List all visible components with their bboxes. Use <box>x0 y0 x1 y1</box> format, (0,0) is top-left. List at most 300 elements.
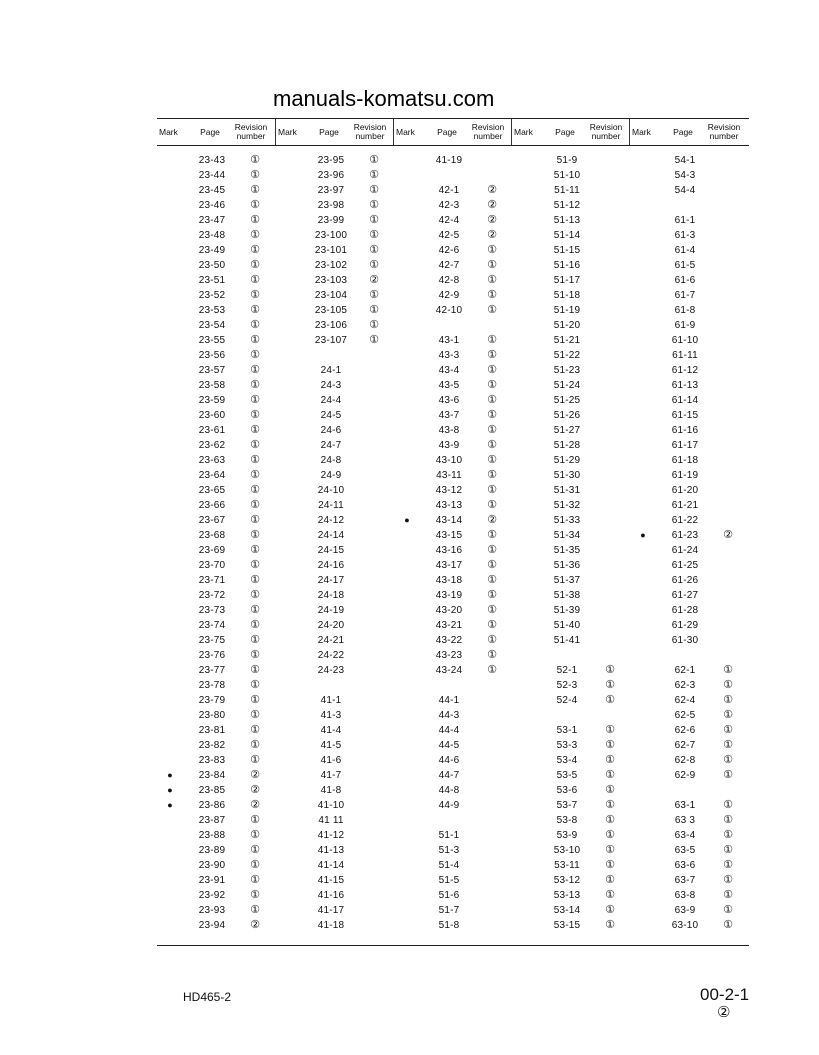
table-row <box>512 783 630 798</box>
row-page: 23-45 <box>198 185 226 196</box>
table-row <box>157 528 275 543</box>
row-revision: ① <box>605 844 615 856</box>
row-revision: ① <box>487 469 497 481</box>
row-revision: ② <box>250 784 260 796</box>
row-page: 23-106 <box>314 320 348 331</box>
table-row <box>512 738 630 753</box>
row-revision: ① <box>487 484 497 496</box>
table-row <box>512 468 630 483</box>
table-row <box>394 348 512 363</box>
footer-model: HD465-2 <box>183 990 232 1004</box>
table-row <box>276 618 394 633</box>
row-page: 51-35 <box>553 545 581 556</box>
row-page: 23-63 <box>198 455 226 466</box>
table-row <box>276 888 394 903</box>
row-revision: ① <box>250 169 260 181</box>
row-page: 62-7 <box>674 740 696 751</box>
table-row <box>630 828 748 843</box>
row-page: 23-48 <box>198 230 226 241</box>
row-page: 53-10 <box>553 845 581 856</box>
table-row <box>276 753 394 768</box>
row-revision: ① <box>605 754 615 766</box>
row-page: 24-14 <box>317 530 345 541</box>
row-page: 53-7 <box>556 800 578 811</box>
row-page: 51-25 <box>553 395 581 406</box>
header-revision <box>468 123 508 141</box>
table-row <box>157 378 275 393</box>
table-row <box>394 723 512 738</box>
row-revision: ① <box>250 394 260 406</box>
table-row <box>630 558 748 573</box>
row-page: 63-8 <box>674 890 696 901</box>
table-row <box>394 843 512 858</box>
row-mark: ● <box>404 515 410 525</box>
table-row <box>276 228 394 243</box>
row-page: 23-62 <box>198 440 226 451</box>
table-row <box>157 603 275 618</box>
row-page: 51-11 <box>554 185 580 196</box>
row-revision: ① <box>723 754 733 766</box>
row-revision: ① <box>723 859 733 871</box>
table-row <box>276 813 394 828</box>
header-revision-line2: number <box>591 131 621 141</box>
table-row <box>394 438 512 453</box>
table-row <box>157 873 275 888</box>
row-revision: ① <box>487 604 497 616</box>
header-mark: Mark <box>514 126 533 137</box>
table-row <box>394 243 512 258</box>
table-row <box>394 873 512 888</box>
row-page: 61-4 <box>674 245 696 256</box>
row-revision: ① <box>487 334 497 346</box>
table-row <box>630 708 748 723</box>
row-revision: ② <box>369 274 379 286</box>
row-page: 63-6 <box>674 860 696 871</box>
row-page: 43-16 <box>435 545 463 556</box>
table-row <box>630 528 748 543</box>
table-row <box>157 753 275 768</box>
row-page: 43-24 <box>435 665 463 676</box>
header-revision-line1: Revision <box>707 122 741 132</box>
row-page: 51-32 <box>553 500 581 511</box>
row-page: 51-41 <box>553 635 581 646</box>
row-page: 24-3 <box>320 380 342 391</box>
table-row <box>157 168 275 183</box>
table-row <box>276 453 394 468</box>
table-row <box>276 573 394 588</box>
header-revision-line1: Revision <box>589 122 623 132</box>
row-revision: ② <box>487 184 497 196</box>
row-page: 51-27 <box>553 425 581 436</box>
row-page: 41-1 <box>320 695 342 706</box>
table-row <box>512 438 630 453</box>
row-page: 23-105 <box>314 305 348 316</box>
row-revision: ① <box>250 814 260 826</box>
table-row <box>512 723 630 738</box>
table-row <box>157 708 275 723</box>
row-revision: ① <box>250 259 260 271</box>
row-revision: ① <box>487 619 497 631</box>
row-revision: ① <box>250 844 260 856</box>
table-row <box>276 483 394 498</box>
row-page: 63 3 <box>674 815 696 826</box>
table-row <box>394 423 512 438</box>
table-row <box>157 648 275 663</box>
table-row <box>394 798 512 813</box>
row-page: 23-60 <box>198 410 226 421</box>
table-row <box>630 678 748 693</box>
row-page: 23-66 <box>198 500 226 511</box>
row-page: 23-73 <box>198 605 226 616</box>
table-row <box>276 273 394 288</box>
row-revision: ① <box>605 874 615 886</box>
table-row <box>394 828 512 843</box>
table-row <box>512 528 630 543</box>
table-row <box>512 363 630 378</box>
row-page: 61-10 <box>671 335 699 346</box>
row-revision: ① <box>250 604 260 616</box>
row-revision: ① <box>487 244 497 256</box>
table-row <box>512 663 630 678</box>
row-page: 63-7 <box>674 875 696 886</box>
row-page: 23-78 <box>198 680 226 691</box>
row-revision: ① <box>723 919 733 931</box>
row-page: 43-11 <box>436 470 462 481</box>
row-revision: ① <box>250 289 260 301</box>
row-page: 54-3 <box>674 170 696 181</box>
row-page: 52-1 <box>556 665 578 676</box>
header-mark: Mark <box>159 126 178 137</box>
row-page: 42-9 <box>438 290 460 301</box>
table-row <box>157 213 275 228</box>
header-mark: Mark <box>278 126 297 137</box>
table-row <box>276 543 394 558</box>
table-row <box>276 198 394 213</box>
row-page: 44-4 <box>438 725 460 736</box>
row-page: 23-57 <box>198 365 226 376</box>
row-revision: ① <box>487 589 497 601</box>
table-row <box>157 798 275 813</box>
row-revision: ① <box>723 664 733 676</box>
row-page: 23-82 <box>198 740 226 751</box>
row-revision: ① <box>723 889 733 901</box>
row-revision: ① <box>369 259 379 271</box>
row-page: 24-8 <box>320 455 342 466</box>
row-page: 23-102 <box>314 260 348 271</box>
table-row <box>276 513 394 528</box>
row-page: 43-21 <box>435 620 463 631</box>
row-page: 53-4 <box>556 755 578 766</box>
column-separator <box>629 119 630 145</box>
header-page: Page <box>673 126 693 137</box>
row-page: 24-9 <box>320 470 342 481</box>
row-page: 23-104 <box>314 290 348 301</box>
header-revision-line1: Revision <box>471 122 505 132</box>
header-page: Page <box>200 126 220 137</box>
table-row <box>394 363 512 378</box>
row-page: 61-16 <box>671 425 699 436</box>
table-row <box>394 273 512 288</box>
row-page: 51-40 <box>553 620 581 631</box>
table-row <box>394 663 512 678</box>
table-header-rule <box>157 145 749 146</box>
table-row <box>276 588 394 603</box>
table-row <box>512 498 630 513</box>
table-row <box>630 468 748 483</box>
table-row <box>630 408 748 423</box>
row-page: 44-9 <box>438 800 460 811</box>
table-row <box>394 153 512 168</box>
row-revision: ① <box>250 649 260 661</box>
table-row <box>630 573 748 588</box>
table-row <box>276 333 394 348</box>
table-row <box>512 318 630 333</box>
row-revision: ① <box>250 334 260 346</box>
table-row <box>276 303 394 318</box>
header-revision-line2: number <box>355 131 385 141</box>
row-page: 23-89 <box>198 845 226 856</box>
row-page: 61-14 <box>671 395 699 406</box>
row-revision: ① <box>605 859 615 871</box>
table-bottom-rule <box>157 945 749 946</box>
row-revision: ② <box>250 799 260 811</box>
row-revision: ① <box>369 289 379 301</box>
row-revision: ① <box>250 424 260 436</box>
row-page: 51-19 <box>553 305 581 316</box>
row-page: 41-10 <box>317 800 345 811</box>
table-row <box>276 378 394 393</box>
table-row <box>630 243 748 258</box>
row-page: 23-90 <box>198 860 226 871</box>
row-revision: ① <box>250 514 260 526</box>
table-row <box>276 438 394 453</box>
table-row <box>630 453 748 468</box>
table-row <box>157 228 275 243</box>
table-row <box>512 153 630 168</box>
table-row <box>512 378 630 393</box>
row-page: 62-9 <box>674 770 696 781</box>
table-row <box>157 828 275 843</box>
table-row <box>630 483 748 498</box>
table-row <box>394 198 512 213</box>
row-page: 63-5 <box>674 845 696 856</box>
row-page: 23-84 <box>198 770 226 781</box>
row-revision: ① <box>250 364 260 376</box>
row-page: 43-15 <box>435 530 463 541</box>
table-row <box>630 783 748 798</box>
row-page: 51-22 <box>553 350 581 361</box>
row-revision: ① <box>723 679 733 691</box>
row-page: 23-75 <box>198 635 226 646</box>
column-group-header <box>512 119 626 145</box>
row-page: 51-10 <box>553 170 581 181</box>
row-page: 23-98 <box>317 200 345 211</box>
row-revision: ① <box>487 544 497 556</box>
header-mark: Mark <box>632 126 651 137</box>
table-row <box>630 918 748 933</box>
row-revision: ① <box>250 874 260 886</box>
table-row <box>512 513 630 528</box>
table-row <box>276 498 394 513</box>
row-mark: ● <box>640 530 646 540</box>
row-page: 23-55 <box>198 335 226 346</box>
row-page: 61-8 <box>674 305 696 316</box>
table-row <box>394 513 512 528</box>
row-page: 61-25 <box>671 560 699 571</box>
table-row <box>630 843 748 858</box>
row-page: 23-51 <box>198 275 226 286</box>
row-revision: ① <box>605 679 615 691</box>
table-row <box>630 618 748 633</box>
row-page: 23-80 <box>198 710 226 721</box>
row-page: 61-30 <box>671 635 699 646</box>
table-row <box>630 258 748 273</box>
table-row <box>630 348 748 363</box>
table-row <box>276 723 394 738</box>
row-page: 42-3 <box>438 200 460 211</box>
table-row <box>157 468 275 483</box>
row-revision: ① <box>250 409 260 421</box>
row-page: 24-20 <box>317 620 345 631</box>
row-revision: ① <box>250 724 260 736</box>
row-page: 41-4 <box>320 725 342 736</box>
row-page: 23-95 <box>317 155 345 166</box>
row-page: 23-86 <box>198 800 226 811</box>
table-row <box>394 858 512 873</box>
table-row <box>630 543 748 558</box>
table-row <box>276 258 394 273</box>
table-row <box>512 228 630 243</box>
row-page: 23-54 <box>198 320 226 331</box>
row-page: 23-69 <box>198 545 226 556</box>
table-row <box>157 678 275 693</box>
row-page: 51-24 <box>553 380 581 391</box>
header-revision <box>350 123 390 141</box>
row-page: 61-21 <box>671 500 699 511</box>
table-row <box>630 273 748 288</box>
table-row <box>512 573 630 588</box>
row-revision: ① <box>250 214 260 226</box>
row-page: 51-23 <box>553 365 581 376</box>
table-row <box>512 768 630 783</box>
table-row <box>157 243 275 258</box>
table-row <box>157 918 275 933</box>
header-mark: Mark <box>396 126 415 137</box>
table-row <box>394 318 512 333</box>
row-revision: ① <box>250 904 260 916</box>
row-revision: ① <box>605 814 615 826</box>
row-page: 61-17 <box>671 440 699 451</box>
row-page: 63-4 <box>674 830 696 841</box>
row-page: 43-12 <box>435 485 463 496</box>
row-revision: ① <box>605 889 615 901</box>
row-revision: ① <box>723 694 733 706</box>
row-revision: ① <box>487 529 497 541</box>
table-row <box>394 573 512 588</box>
table-row <box>394 708 512 723</box>
row-page: 23-64 <box>198 470 226 481</box>
row-page: 41 11 <box>318 815 344 826</box>
row-page: 51-18 <box>553 290 581 301</box>
row-revision: ① <box>605 904 615 916</box>
table-row <box>512 423 630 438</box>
row-page: 44-6 <box>438 755 460 766</box>
table-row <box>276 633 394 648</box>
row-page: 51-34 <box>553 530 581 541</box>
column-group-header <box>630 119 744 145</box>
row-page: 51-8 <box>438 920 460 931</box>
table-row <box>394 393 512 408</box>
header-page: Page <box>555 126 575 137</box>
table-row <box>157 543 275 558</box>
table-row <box>512 273 630 288</box>
row-page: 61-5 <box>674 260 696 271</box>
row-revision: ① <box>369 154 379 166</box>
row-page: 23-97 <box>317 185 345 196</box>
row-revision: ① <box>250 484 260 496</box>
row-page: 42-1 <box>438 185 460 196</box>
row-page: 51-28 <box>553 440 581 451</box>
row-page: 23-46 <box>198 200 226 211</box>
table-row <box>630 633 748 648</box>
table-row <box>157 288 275 303</box>
column-group-header <box>394 119 508 145</box>
row-page: 42-6 <box>438 245 460 256</box>
row-revision: ① <box>487 634 497 646</box>
row-page: 61-7 <box>674 290 696 301</box>
row-revision: ① <box>723 769 733 781</box>
row-revision: ② <box>487 214 497 226</box>
row-page: 44-7 <box>438 770 460 781</box>
table-row <box>630 888 748 903</box>
row-page: 23-68 <box>198 530 226 541</box>
row-page: 53-14 <box>553 905 581 916</box>
table-row <box>157 483 275 498</box>
row-page: 51-3 <box>438 845 460 856</box>
table-row <box>630 378 748 393</box>
watermark-text: manuals-komatsu.com <box>273 86 495 111</box>
table-row <box>512 873 630 888</box>
row-page: 51-14 <box>553 230 581 241</box>
row-page: 23-76 <box>198 650 226 661</box>
table-row <box>512 693 630 708</box>
row-revision: ① <box>487 304 497 316</box>
row-page: 23-85 <box>198 785 226 796</box>
table-row <box>157 903 275 918</box>
row-revision: ① <box>369 169 379 181</box>
header-page: Page <box>319 126 339 137</box>
row-revision: ① <box>487 454 497 466</box>
row-page: 51-29 <box>553 455 581 466</box>
table-row <box>630 798 748 813</box>
table-row <box>276 363 394 378</box>
row-page: 23-100 <box>314 230 348 241</box>
table-row <box>394 903 512 918</box>
row-mark: ● <box>167 770 173 780</box>
table-row <box>512 858 630 873</box>
table-row <box>157 888 275 903</box>
row-page: 53-9 <box>556 830 578 841</box>
row-page: 43-20 <box>435 605 463 616</box>
row-page: 43-6 <box>438 395 460 406</box>
table-row <box>630 903 748 918</box>
row-revision: ① <box>250 544 260 556</box>
header-revision <box>586 123 626 141</box>
table-row <box>394 453 512 468</box>
table-row <box>630 168 748 183</box>
row-page: 43-5 <box>438 380 460 391</box>
table-row <box>630 663 748 678</box>
